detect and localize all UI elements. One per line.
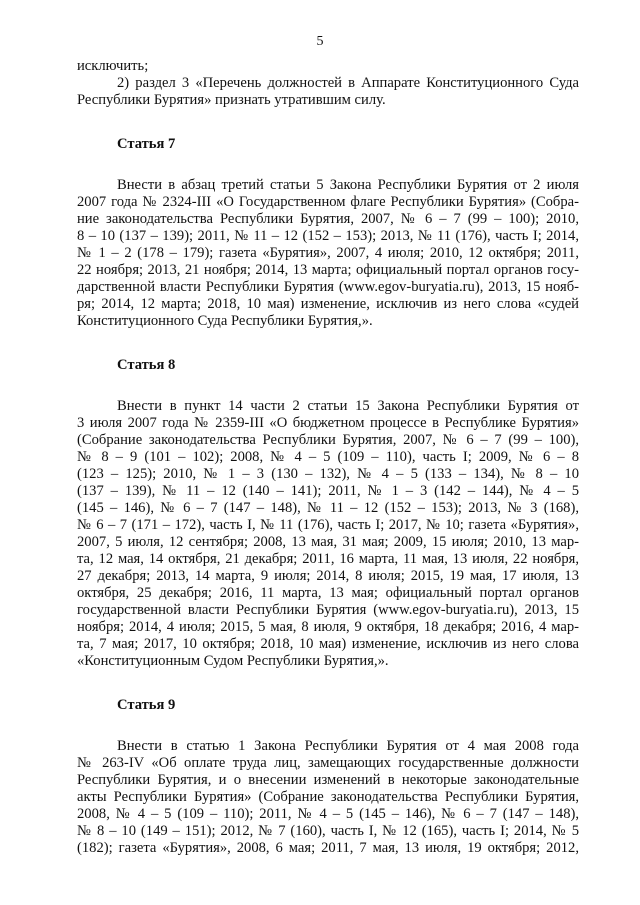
article-9 <box>77 697 579 857</box>
text-line: (145 – 146), № 6 – 7 (147 – 148), № 11 – 12 (152 – 153); 2013, № 3 (168), <box>77 500 579 516</box>
text-line: № 1 – 2 (178 – 179); газета «Бурятия», 2007, 4 июля; 2010, 12 октября; 2011, <box>77 245 579 261</box>
text-line: ря; 2014, 12 марта; 2018, 10 мая) изменение, исключив из него слова «судей <box>77 296 579 312</box>
text-line: Внести в абзац третий статьи 5 Закона Республики Бурятия от 2 июля <box>117 177 579 193</box>
text-line: 2008, № 4 – 5 (109 – 110); 2011, № 4 – 5 (145 – 146), № 6 – 7 (147 – 148), <box>77 806 579 822</box>
text-line: та, 7 мая; 2017, 10 октября; 2018, 10 мая) изменение, исключив из него слова <box>77 636 579 652</box>
text-line: акты Республики Бурятия» (Собрание законодательства Республики Бурятия, <box>77 789 579 805</box>
text-line: октября, 25 декабря; 2016, 11 марта, 13 мая; официальный портал органов <box>77 585 579 601</box>
text-line: 3 июля 2007 года № 2359-III «О бюджетном процессе в Республике Бурятия» <box>77 415 579 431</box>
page-number: 5 <box>316 34 324 49</box>
document-body <box>77 58 579 857</box>
text-line: (137 – 139), № 11 – 12 (140 – 141); 2011, № 1 – 3 (142 – 144), № 4 – 5 <box>77 483 579 499</box>
text-line: 8 – 10 (137 – 139); 2011, № 11 – 12 (152 – 153); 2013, № 11 (176), часть I; 2014, <box>77 228 579 244</box>
text-line: государственной власти Республики Бурятия (www.egov-buryatia.ru), 2013, 15 <box>77 602 579 618</box>
text-line: «Конституционным Судом Республики Бурятия,». <box>77 653 389 669</box>
text-line: исключить; <box>77 58 149 74</box>
article-heading: Статья 8 <box>117 357 176 373</box>
text-line: Внести в пункт 14 части 2 статьи 15 Закона Республики Бурятия от <box>117 398 579 414</box>
text-line: Республики Бурятия» признать утратившим силу. <box>77 92 386 108</box>
text-line: ноября; 2014, 4 июля; 2015, 5 мая, 8 июля, 9 октября, 18 декабря; 2016, 4 мар- <box>77 619 579 635</box>
text-line: № 8 – 9 (101 – 102); 2008, № 4 – 5 (109 – 110), часть I; 2009, № 6 – 8 <box>77 449 579 465</box>
text-line: № 8 – 10 (149 – 151); 2012, № 7 (160), часть I, № 12 (165), часть I; 2014, № 5 <box>77 823 579 839</box>
text-line: 27 декабря; 2013, 14 марта, 9 июля; 2014, 8 июля; 2015, 19 мая, 17 июля, 13 <box>77 568 579 584</box>
text-line: дарственной власти Республики Бурятия (www.egov-buryatia.ru), 2013, 15 нояб- <box>77 279 579 295</box>
text-line: (Собрание законодательства Республики Бурятия, 2007, № 6 – 7 (99 – 100), <box>77 432 579 448</box>
text-line: 2) раздел 3 «Перечень должностей в Аппарате Конституционного Суда <box>117 75 579 91</box>
text-line: 22 ноября; 2013, 21 ноября; 2014, 13 марта; официальный портал органов госу- <box>77 262 579 278</box>
article-7 <box>77 136 579 330</box>
article-8 <box>77 357 579 670</box>
text-line: та, 12 мая, 14 октября, 21 декабря; 2011, 16 марта, 11 мая, 13 июля, 22 ноября, <box>77 551 579 567</box>
text-line: (123 – 125); 2010, № 1 – 3 (130 – 132), № 4 – 5 (133 – 134), № 8 – 10 <box>77 466 579 482</box>
text-line: 2007, 5 июля, 12 сентября; 2008, 13 мая, 31 мая; 2009, 15 июля; 2010, 13 мар- <box>77 534 579 550</box>
text-line: ние законодательства Республики Бурятия, 2007, № 6 – 7 (99 – 100); 2010, <box>77 211 579 227</box>
text-line: Республики Бурятия, и о внесении изменений в некоторые законодательные <box>77 772 579 788</box>
text-line: (182); газета «Бурятия», 2008, 6 мая; 2011, 7 мая, 13 июля, 19 октября; 2012, <box>77 840 579 856</box>
article-heading: Статья 9 <box>117 697 176 713</box>
text-line: Конституционного Суда Республики Бурятия,». <box>77 313 373 329</box>
intro-paragraph <box>77 58 579 109</box>
text-line: Внести в статью 1 Закона Республики Бурятия от 4 мая 2008 года <box>117 738 579 754</box>
article-heading: Статья 7 <box>117 136 176 152</box>
text-line: 2007 года № 2324-III «О Государственном флаге Республики Бурятия» (Собра- <box>77 194 579 210</box>
text-line: № 6 – 7 (171 – 172), часть I, № 11 (176), часть I; 2017, № 10; газета «Бурятия», <box>77 517 579 533</box>
text-line: № 263-IV «Об оплате труда лиц, замещающих государственные должности <box>77 755 579 771</box>
